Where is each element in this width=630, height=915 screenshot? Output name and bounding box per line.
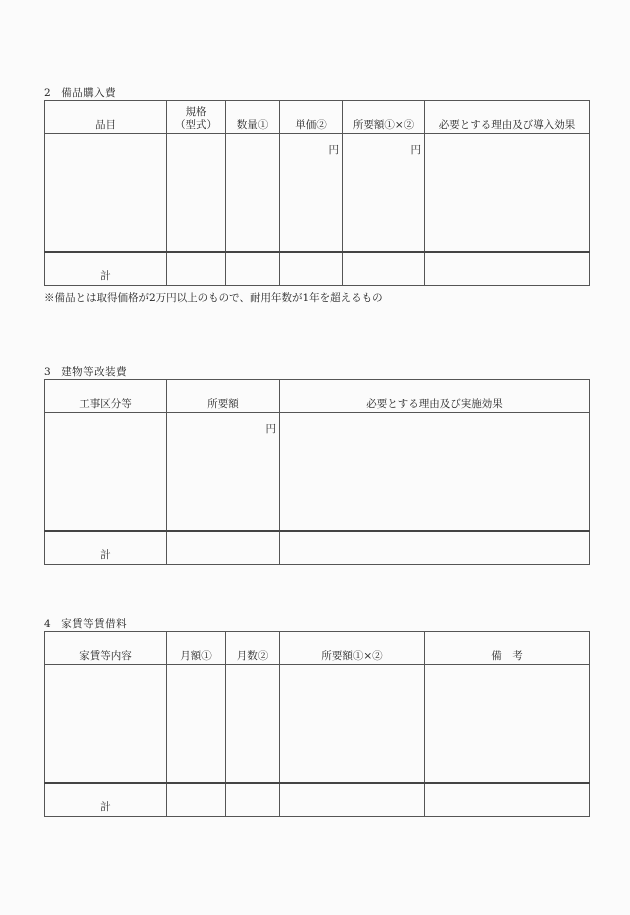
table-header-row — [45, 632, 590, 665]
total-monthly-cell[interactable] — [167, 783, 226, 817]
col-header-rent-content: 家賃等内容 — [45, 632, 167, 665]
yen-unit: 円 — [265, 423, 276, 435]
col-header-work-category: 工事区分等 — [45, 380, 167, 413]
col-header-quantity: 数量① — [226, 101, 280, 134]
col-header-item: 品目 — [45, 101, 167, 134]
total-spec-cell[interactable] — [167, 252, 226, 286]
section-label: 備品購入費 — [61, 87, 117, 99]
rent-content-cell[interactable] — [45, 665, 167, 784]
table-header-row — [45, 101, 590, 134]
table-row — [45, 665, 590, 784]
table-row — [45, 134, 590, 253]
col-header-required-amount: 所要額①×② — [280, 632, 425, 665]
reason-cell[interactable] — [425, 134, 590, 253]
spec-line-2: （型式） — [175, 119, 217, 131]
required-amount-cell[interactable] — [343, 134, 425, 253]
table-row — [45, 413, 590, 532]
section-label: 家賃等賃借料 — [61, 618, 128, 630]
total-label: 計 — [45, 531, 167, 565]
item-cell[interactable] — [45, 134, 167, 253]
col-header-reason-effect: 必要とする理由及び実施効果 — [280, 380, 590, 413]
total-months-cell[interactable] — [226, 783, 280, 817]
section-3-title — [44, 364, 127, 379]
months-cell[interactable] — [226, 665, 280, 784]
required-amount-cell[interactable] — [280, 665, 425, 784]
total-amount-cell[interactable] — [343, 252, 425, 286]
reason-cell[interactable] — [280, 413, 590, 532]
table-header-row — [45, 380, 590, 413]
section-number: 4 — [44, 618, 52, 630]
work-category-cell[interactable] — [45, 413, 167, 532]
total-unit-price-cell[interactable] — [280, 252, 343, 286]
remarks-cell[interactable] — [425, 665, 590, 784]
col-header-spec — [167, 101, 226, 134]
required-amount-cell[interactable] — [167, 413, 280, 532]
total-label: 計 — [45, 252, 167, 286]
total-reason-cell[interactable] — [280, 531, 590, 565]
equipment-note: ※備品とは取得価格が2万円以上のもので、耐用年数が1年を超えるもの — [44, 292, 383, 304]
total-amount-cell[interactable] — [167, 531, 280, 565]
total-label: 計 — [45, 783, 167, 817]
col-header-required-amount: 所要額 — [167, 380, 280, 413]
total-row — [45, 252, 590, 286]
total-amount-cell[interactable] — [280, 783, 425, 817]
total-row — [45, 783, 590, 817]
section-4-title — [44, 616, 127, 631]
rent-table — [44, 631, 590, 817]
spec-cell[interactable] — [167, 134, 226, 253]
col-header-reason-effect: 必要とする理由及び導入効果 — [425, 101, 590, 134]
section-label: 建物等改装費 — [61, 366, 128, 378]
col-header-unit-price: 単価② — [280, 101, 343, 134]
section-number: 2 — [44, 87, 52, 99]
total-reason-cell[interactable] — [425, 252, 590, 286]
section-number: 3 — [44, 366, 52, 378]
col-header-months: 月数② — [226, 632, 280, 665]
equipment-purchase-table — [44, 100, 590, 286]
quantity-cell[interactable] — [226, 134, 280, 253]
col-header-remarks: 備 考 — [425, 632, 590, 665]
total-remarks-cell[interactable] — [425, 783, 590, 817]
unit-price-cell[interactable] — [280, 134, 343, 253]
col-header-required-amount: 所要額①×② — [343, 101, 425, 134]
yen-unit: 円 — [328, 144, 339, 156]
monthly-amount-cell[interactable] — [167, 665, 226, 784]
spec-line-1: 規格 — [185, 106, 207, 118]
building-renovation-table — [44, 379, 590, 565]
total-quantity-cell[interactable] — [226, 252, 280, 286]
section-2-title — [44, 85, 116, 100]
yen-unit: 円 — [410, 144, 421, 156]
col-header-monthly-amount: 月額① — [167, 632, 226, 665]
total-row — [45, 531, 590, 565]
